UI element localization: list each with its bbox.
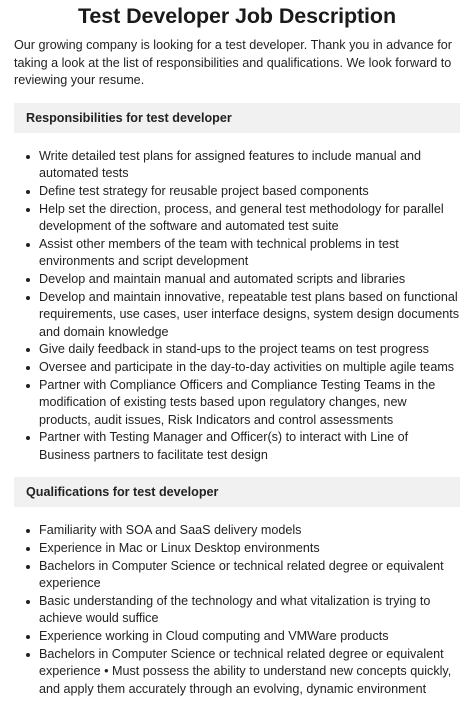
list-item: Write detailed test plans for assigned features to include manual and automated tests: [14, 148, 460, 183]
responsibilities-header: Responsibilities for test developer: [14, 103, 460, 133]
list-item: Develop and maintain manual and automated scripts and libraries: [14, 271, 460, 289]
list-item: Give daily feedback in stand-ups to the project teams on test progress: [14, 341, 460, 359]
list-item: Develop and maintain innovative, repeatable test plans based on functional requirements, use cases, user interface designs, system design documents and domain knowledge: [14, 289, 460, 342]
page-title: Test Developer Job Description: [78, 4, 396, 28]
list-item: Assist other members of the team with technical problems in test environments and script development: [14, 236, 460, 271]
qualifications-list: [14, 522, 460, 698]
list-item: Bachelors in Computer Science or technical related degree or equivalent experience: [14, 558, 460, 593]
list-item: Help set the direction, process, and general test methodology for parallel development of the software and automated test suite: [14, 201, 460, 236]
responsibilities-list: [14, 148, 460, 465]
list-item: Bachelors in Computer Science or technical related degree or equivalent experience • Must possess the ability to understand new concepts quickly, and apply them accurately through an evolving, dynamic environment: [14, 646, 460, 699]
list-item: Oversee and participate in the day-to-day activities on multiple agile teams: [14, 359, 460, 377]
list-item: Partner with Testing Manager and Officer(s) to interact with Line of Business partners to facilitate test design: [14, 429, 460, 464]
list-item: Define test strategy for reusable project based components: [14, 183, 460, 201]
list-item: Basic understanding of the technology and what vitalization is trying to achieve would suffice: [14, 593, 460, 628]
qualifications-header: Qualifications for test developer: [14, 477, 460, 507]
list-item: Familiarity with SOA and SaaS delivery models: [14, 522, 460, 540]
list-item: Experience working in Cloud computing and VMWare products: [14, 628, 460, 646]
list-item: Partner with Compliance Officers and Compliance Testing Teams in the modification of existing tests based upon regulatory changes, new products, audit issues, Risk Indicators and control assessments: [14, 377, 460, 430]
intro-paragraph: Our growing company is looking for a test developer. Thank you in advance for taking a look at the list of responsibilities and qualifications. We look forward to reviewing your resume.: [14, 38, 452, 88]
list-item: Experience in Mac or Linux Desktop environments: [14, 540, 460, 558]
